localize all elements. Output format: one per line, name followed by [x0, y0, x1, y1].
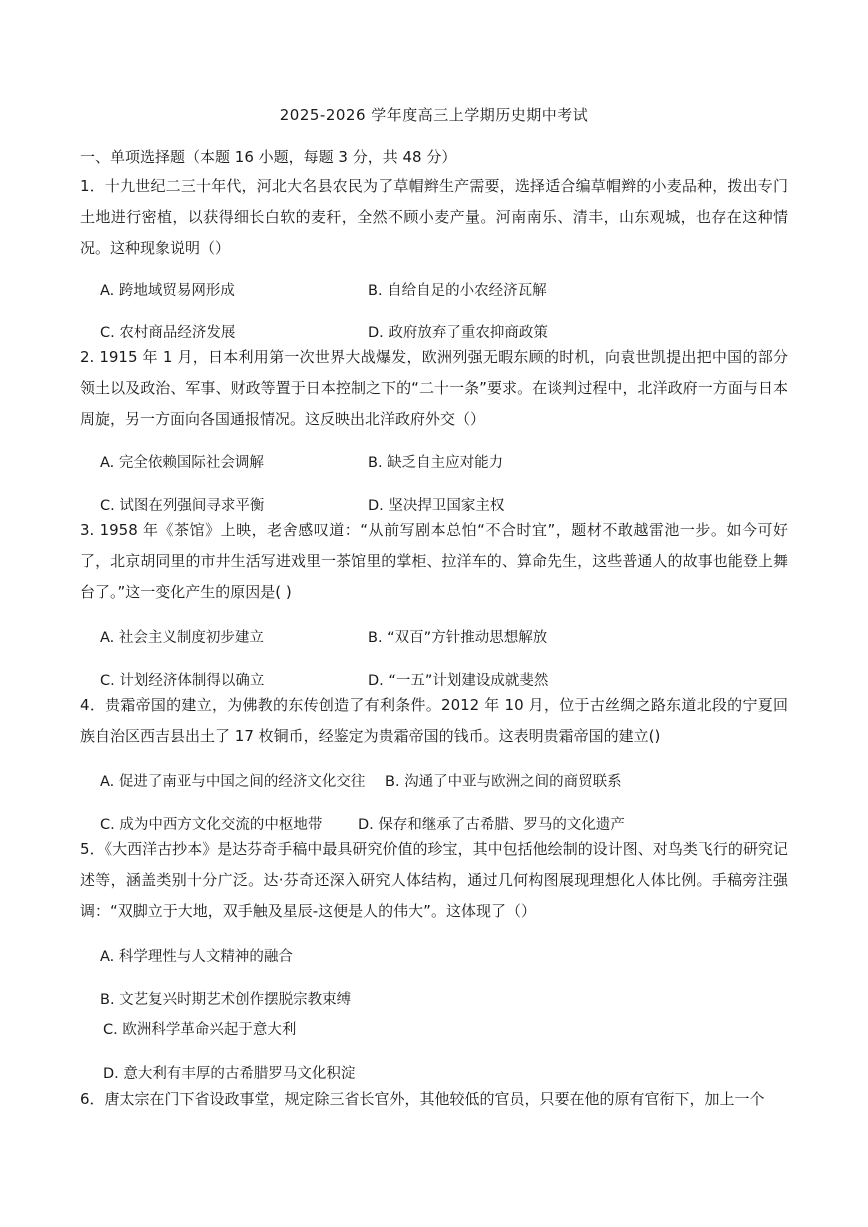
exam-title: 2025-2026 学年度高三上学期历史期中考试 — [279, 106, 589, 124]
question-2-stem: 2. 1915 年 1 月，日本利用第一次世界大战爆发，欧洲列强无暇东顾的时机，向袁世凯提出把中国的部分领土以及政治、军事、财政等置于日本控制之下的“二十一条”要求。在谈判过程中，北洋政府一方面与日本周旋，另一方面向各国通报情况。这反映出北洋政府外交（） — [80, 348, 788, 428]
question-3-option-c[interactable]: C. 计划经济体制得以确立 — [100, 673, 265, 689]
question-3-option-b[interactable]: B. “双百”方针推动思想解放 — [368, 630, 548, 646]
question-5-option-d[interactable]: D. 意大利有丰厚的古希腊罗马文化积淀 — [103, 1066, 356, 1082]
question-5-option-a[interactable]: A. 科学理性与人文精神的融合 — [100, 949, 293, 965]
question-4-option-c[interactable]: C. 成为中西方文化交流的中枢地带 — [100, 817, 323, 833]
question-2-option-c[interactable]: C. 试图在列强间寻求平衡 — [100, 498, 265, 514]
question-3-option-d[interactable]: D. “一五”计划建设成就斐然 — [368, 673, 549, 689]
question-6-stem: 6．唐太宗在门下省设政事堂，规定除三省长官外，其他较低的官员，只要在他的原有官衔下，加上一个 — [80, 1090, 765, 1108]
question-5-stem: 5．《大西洋古抄本》是达芬奇手稿中最具研究价值的珍宝，其中包括他绘制的设计图、对鸟类飞行的研究记述等，涵盖类别十分广泛。达·芬奇还深入研究人体结构，通过几何构图展现理想化人体比例。手稿旁注强调：“双脚立于大地，双手触及星辰-这便是人的伟大”。这体现了（） — [80, 840, 788, 920]
question-3-stem: 3. 1958 年《茶馆》上映，老舍感叹道：“从前写剧本总怕“不合时宜”，题材不敢越雷池一步。如今可好了，北京胡同里的市井生活写进戏里一茶馆里的掌柜、拉洋车的、算命先生，这些普通人的故事也能登上舞台了。”这一变化产生的原因是( ) — [80, 521, 788, 601]
question-5-option-c[interactable]: C. 欧洲科学革命兴起于意大利 — [103, 1022, 297, 1038]
question-1-option-c[interactable]: C. 农村商品经济发展 — [100, 325, 236, 341]
question-2-option-d[interactable]: D. 坚决捍卫国家主权 — [368, 498, 505, 514]
question-4-option-b[interactable]: B. 沟通了中亚与欧洲之间的商贸联系 — [385, 774, 622, 790]
question-2-option-a[interactable]: A. 完全依赖国际社会调解 — [100, 455, 264, 471]
question-3-option-a[interactable]: A. 社会主义制度初步建立 — [100, 630, 264, 646]
question-4-option-d[interactable]: D. 保存和继承了古希腊、罗马的文化遗产 — [358, 817, 625, 833]
question-1-option-d[interactable]: D. 政府放弃了重农抑商政策 — [368, 325, 548, 341]
question-2-option-b[interactable]: B. 缺乏自主应对能力 — [368, 455, 504, 471]
section-heading: 一、单项选择题（本题 16 小题，每题 3 分，共 48 分） — [80, 148, 457, 166]
question-5-option-b[interactable]: B. 文艺复兴时期艺术创作摆脱宗教束缚 — [100, 992, 352, 1008]
question-1-stem: 1．十九世纪二三十年代，河北大名县农民为了草帽辫生产需要，选择适合编草帽辫的小麦品种，拨出专门土地进行密植，以获得细长白软的麦秆，全然不顾小麦产量。河南南乐、清丰，山东观城，也存在这种情况。这种现象说明（） — [80, 177, 788, 257]
question-4-option-a[interactable]: A. 促进了南亚与中国之间的经济文化交往 — [100, 774, 366, 790]
question-1-option-b[interactable]: B. 自给自足的小农经济瓦解 — [368, 283, 547, 299]
question-4-stem: 4．贵霜帝国的建立，为佛教的东传创造了有利条件。2012 年 10 月，位于古丝绸之路东道北段的宁夏回族自治区西吉县出土了 17 枚铜币，经鉴定为贵霜帝国的钱币。这表明贵霜帝国的建立() — [80, 696, 788, 745]
question-1-option-a[interactable]: A. 跨地域贸易网形成 — [100, 283, 235, 299]
